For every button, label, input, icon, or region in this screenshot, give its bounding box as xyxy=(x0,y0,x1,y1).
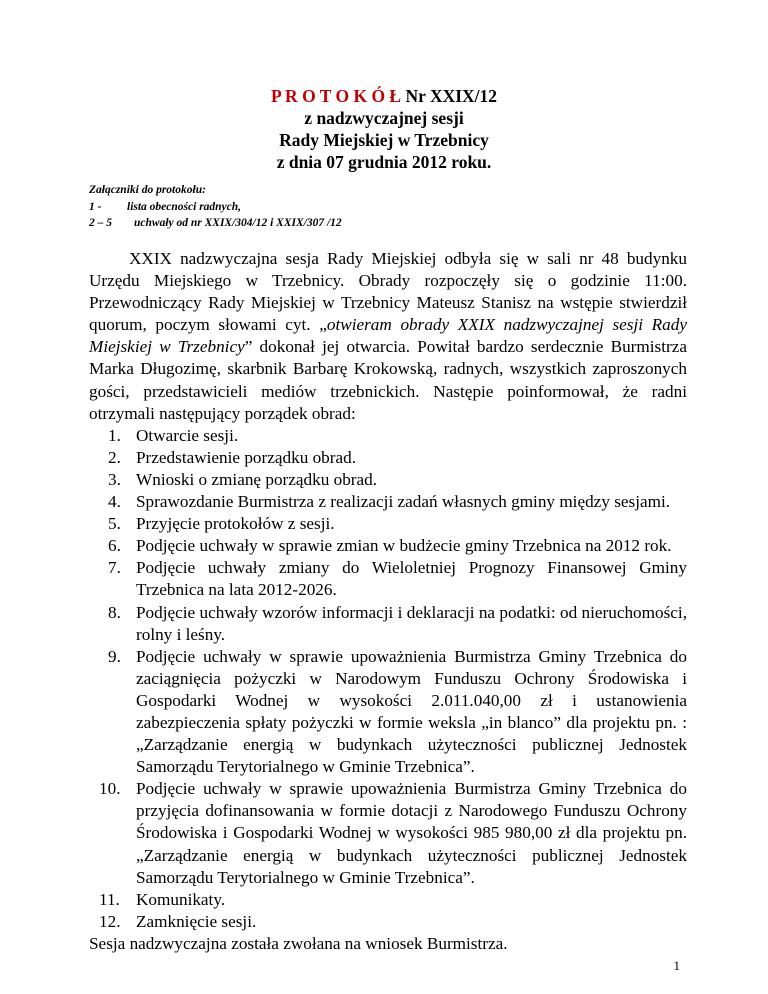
agenda-item-text: Podjęcie uchwały w sprawie zmian w budżecie gminy Trzebnica na 2012 rok. xyxy=(136,536,672,556)
agenda-item xyxy=(89,778,687,888)
intro-paragraph xyxy=(89,248,687,425)
agenda-item-text: Sprawozdanie Burmistrza z realizacji zadań własnych gminy między sesjami. xyxy=(136,492,671,512)
opening-quote: otwieram obrady XXIX nadzwyczajnej sesji Rady Miejskiej w Trzebnicy xyxy=(89,315,687,357)
agenda-item-number: 2. xyxy=(108,447,121,467)
agenda-item-text: Wnioski o zmianę porządku obrad. xyxy=(136,469,378,489)
council-name: Rady Miejskiej w Trzebnicy xyxy=(279,130,489,150)
attachment-text: lista obecności radnych, xyxy=(127,200,242,213)
agenda-item xyxy=(89,425,687,447)
agenda-item-text: Podjęcie uchwały zmiany do Wieloletniej Prognozy Finansowej Gminy Trzebnica na lata 2012-2026. xyxy=(136,558,687,600)
agenda-item xyxy=(89,491,687,513)
agenda-item xyxy=(89,469,687,491)
agenda-item xyxy=(89,535,687,557)
attachment-text: uchwały od nr XXIX/304/12 i XXIX/307 /12 xyxy=(134,217,342,229)
protocol-title xyxy=(0,85,768,107)
agenda-item-number: 3. xyxy=(108,469,121,489)
session-date: z dnia 07 grudnia 2012 roku. xyxy=(276,152,492,172)
agenda-item-text: Podjęcie uchwały w sprawie upoważnienia Burmistrza Gminy Trzebnica do przyjęcia dofinansowania w formie dotacji z Narodowego Funduszu Ochrony Środowiska i Gospodarki Wodnej w wysokości 985 980,00 zł dla projektu pn. „Zarządzanie energią w budynkach użyteczności publicznej Jednostek Samorządu Terytorialnego w Gminie Trzebnica”. xyxy=(136,779,687,887)
attachments-section xyxy=(89,182,689,232)
protocol-title-spaced: P R O T O K Ó Ł xyxy=(270,86,402,106)
agenda-item-number: 6. xyxy=(108,536,121,556)
session-type: z nadzwyczajnej sesji xyxy=(304,108,464,128)
agenda-list xyxy=(89,425,687,933)
agenda-item-number: 8. xyxy=(108,602,121,622)
agenda-item-text: Podjęcie uchwały wzorów informacji i deklaracji na podatki: od nieruchomości, rolny i leśny. xyxy=(136,602,687,644)
agenda-item xyxy=(89,557,687,601)
attachment-number: 1 - xyxy=(89,200,102,213)
agenda-item xyxy=(89,646,687,779)
agenda-item-number: 4. xyxy=(108,492,121,512)
agenda-item-text: Zamknięcie sesji. xyxy=(136,911,257,931)
agenda-item-number: 1. xyxy=(108,425,121,445)
intro-text: XXIX nadzwyczajna sesja Rady Miejskiej odbyła się w sali nr 48 budynku Urzędu Miejskiego w Trzebnicy. Obrady rozpoczęły się o godzinie 11:00. Przewodniczący Rady Miejskiej w Trzebnicy Mateusz Stanisz na wstępie stwierdził quorum, poczym słowami cyt. „ xyxy=(89,249,687,335)
attachment-item xyxy=(89,215,689,232)
agenda-item xyxy=(89,447,687,469)
document-body xyxy=(89,248,687,955)
agenda-item xyxy=(89,889,687,911)
closing-paragraph: Sesja nadzwyczajna została zwołana na wniosek Burmistrza. xyxy=(89,933,508,953)
agenda-item xyxy=(89,602,687,646)
agenda-item-number: 9. xyxy=(108,646,121,666)
agenda-item-text: Komunikaty. xyxy=(136,889,226,909)
protocol-number: Nr XXIX/12 xyxy=(405,86,498,106)
agenda-item-text: Przyjęcie protokołów z sesji. xyxy=(136,514,335,534)
agenda-item-number: 12. xyxy=(99,911,121,931)
page-number: 1 xyxy=(673,958,680,973)
agenda-item-number: 5. xyxy=(108,514,121,534)
agenda-item-text: Przedstawienie porządku obrad. xyxy=(136,447,357,467)
agenda-item-number: 10. xyxy=(99,779,121,799)
attachments-heading: Załączniki do protokołu: xyxy=(89,184,206,196)
intro-text-end: ” dokonał jej otwarcia. Powitał bardzo serdecznie Burmistrza Marka Długozimę, skarbnik Barbarę Krokowską, radnych, wszystkich zaproszonych gości, przedstawicieli mediów trzebnickich. Następie poinformował, że radni otrzymali następujący porządek obrad: xyxy=(89,337,687,423)
agenda-item-text: Podjęcie uchwały w sprawie upoważnienia Burmistrza Gminy Trzebnica do zaciągnięcia pożyczki w Narodowym Funduszu Ochrony Środowiska i Gospodarki Wodnej w wysokości 2.011.040,00 zł i ustanowienia zabezpieczenia spłaty pożyczki w formie weksla „in blanco” dla projektu pn. : „Zarządzanie energią w budynkach użyteczności publicznej Jednostek Samorządu Terytorialnego w Gminie Trzebnica”. xyxy=(136,646,687,777)
document-header xyxy=(0,85,768,173)
agenda-item xyxy=(89,911,687,933)
agenda-item-number: 11. xyxy=(99,889,120,909)
agenda-item-number: 7. xyxy=(108,558,121,578)
agenda-item-text: Otwarcie sesji. xyxy=(136,425,239,445)
agenda-item xyxy=(89,513,687,535)
attachment-item xyxy=(89,199,689,216)
attachment-number: 2 – 5 xyxy=(89,217,112,229)
